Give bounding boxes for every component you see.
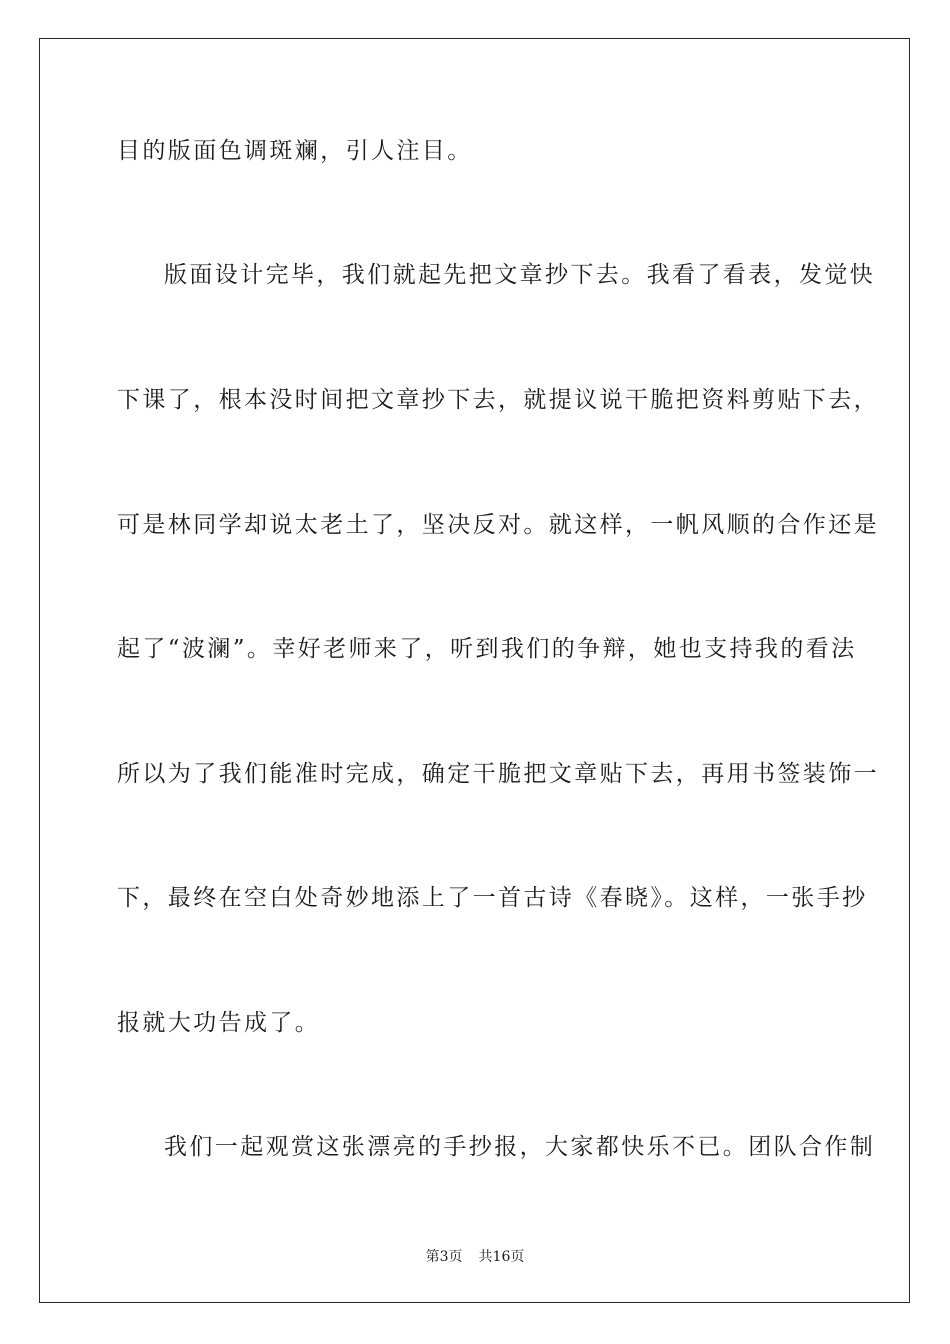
page-total: 共16页 — [478, 1249, 525, 1265]
page-number: 第3页 — [425, 1249, 463, 1265]
paragraph-line-1: 目的版面色调斑斓，引人注目。 — [117, 138, 473, 164]
page-footer — [0, 1248, 950, 1266]
paragraph-line-5: 起了“波澜”。幸好老师来了，听到我们的争辩，她也支持我的看法 — [117, 636, 857, 662]
page-border — [39, 38, 910, 1303]
paragraph-line-4: 可是林同学却说太老土了，坚决反对。就这样，一帆风顺的合作还是 — [117, 512, 879, 538]
paragraph-line-2: 版面设计完毕，我们就起先把文章抄下去。我看了看表，发觉快 — [164, 262, 876, 288]
paragraph-line-6: 所以为了我们能准时完成，确定干脆把文章贴下去，再用书签装饰一 — [117, 761, 879, 787]
paragraph-line-9: 我们一起观赏这张漂亮的手抄报，大家都快乐不已。团队合作制 — [164, 1134, 876, 1160]
paragraph-line-3: 下课了，根本没时间把文章抄下去，就提议说干脆把资料剪贴下去， — [117, 387, 879, 413]
paragraph-line-7: 下，最终在空白处奇妙地添上了一首古诗《春晓》。这样，一张手抄 — [117, 885, 868, 911]
paragraph-line-8: 报就大功告成了。 — [117, 1010, 321, 1036]
